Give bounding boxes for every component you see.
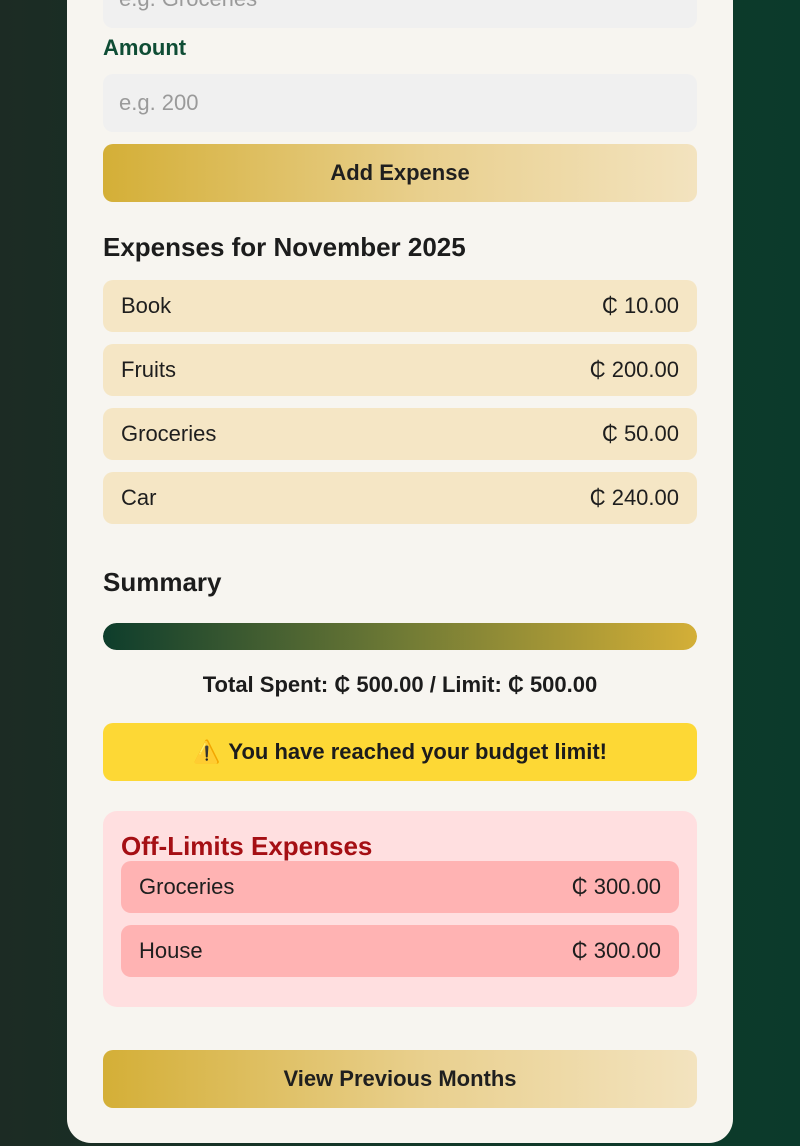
expense-row bbox=[103, 280, 697, 332]
category-input-box[interactable] bbox=[103, 0, 697, 28]
offlimits-name: House bbox=[139, 938, 203, 963]
expense-amount: ₵ 200.00 bbox=[589, 357, 679, 382]
view-previous-months-button[interactable]: View Previous Months bbox=[103, 1050, 697, 1108]
budget-progress-fill bbox=[103, 623, 697, 650]
warning-icon: ⚠️ bbox=[193, 739, 221, 765]
summary-title: Summary bbox=[103, 567, 222, 597]
budget-limit-alert bbox=[103, 723, 697, 781]
amount-input[interactable] bbox=[119, 90, 697, 116]
offlimits-row bbox=[121, 925, 679, 977]
expense-row bbox=[103, 472, 697, 524]
category-input[interactable] bbox=[119, 0, 697, 12]
expense-amount: ₵ 50.00 bbox=[601, 421, 679, 446]
expense-name: Fruits bbox=[121, 357, 176, 382]
expenses-title: Expenses for November 2025 bbox=[103, 232, 466, 262]
alert-text: You have reached your budget limit! bbox=[228, 739, 607, 764]
expense-name: Groceries bbox=[121, 421, 217, 446]
amount-input-box[interactable] bbox=[103, 74, 697, 132]
offlimits-row bbox=[121, 861, 679, 913]
budget-progress-bar bbox=[103, 623, 697, 650]
offlimits-panel bbox=[103, 811, 697, 1007]
add-expense-button[interactable]: Add Expense bbox=[103, 144, 697, 202]
total-spent-text: Total Spent: ₵ 500.00 / Limit: ₵ 500.00 bbox=[202, 672, 598, 697]
offlimits-amount: ₵ 300.00 bbox=[571, 874, 661, 899]
offlimits-name: Groceries bbox=[139, 874, 235, 899]
expense-row bbox=[103, 344, 697, 396]
expense-amount: ₵ 240.00 bbox=[589, 485, 679, 510]
amount-label: Amount bbox=[103, 35, 187, 60]
expense-name: Car bbox=[121, 485, 157, 510]
expense-amount: ₵ 10.00 bbox=[601, 293, 679, 318]
budget-card bbox=[67, 0, 733, 1143]
expense-row bbox=[103, 408, 697, 460]
offlimits-amount: ₵ 300.00 bbox=[571, 938, 661, 963]
expense-name: Book bbox=[121, 293, 172, 318]
offlimits-title: Off-Limits Expenses bbox=[121, 831, 373, 861]
